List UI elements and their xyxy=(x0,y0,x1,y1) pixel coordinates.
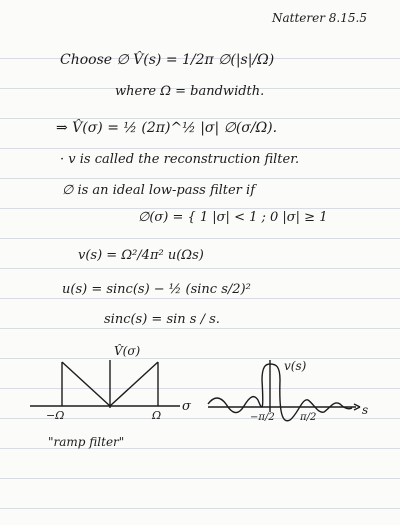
implies-line: ⇒ V̂(σ) = ½ (2π)^½ |σ| ∅(σ/Ω). xyxy=(56,120,278,136)
ramp-right-slope xyxy=(110,362,158,406)
tick-label-right: Ω xyxy=(152,409,162,422)
choose-line: Choose ∅ V̂(s) = 1/2π ∅(|s|/Ω) xyxy=(60,52,275,68)
ramp-filter-caption: "ramp filter" xyxy=(48,435,125,449)
kernel-tick-left: −π/2 xyxy=(250,412,275,423)
s-axis-label: s xyxy=(362,403,369,417)
kernel-plot-title: v(s) xyxy=(284,359,307,373)
sinc-def-line: sinc(s) = sin s / s. xyxy=(104,312,220,327)
v-def-line: v(s) = Ω²/4π² u(Ωs) xyxy=(78,248,204,263)
ramp-left-slope xyxy=(62,362,110,406)
page-header: Natterer 8.15.5 xyxy=(272,11,367,25)
kernel-tick-right: π/2 xyxy=(300,412,317,423)
phi-is-line: ∅ is an ideal low-pass filter if xyxy=(62,183,256,198)
kernel-curve xyxy=(208,364,352,421)
where-line: where Ω = bandwidth. xyxy=(115,84,265,99)
bullet-line: · v is called the reconstruction filter. xyxy=(60,152,300,167)
sigma-axis-label: σ xyxy=(182,399,191,414)
ramp-plot-title: V̂(σ) xyxy=(114,344,141,358)
phi-def-line: ∅(σ) = { 1 |σ| < 1 ; 0 |σ| ≥ 1 xyxy=(138,210,328,225)
u-def-line: u(s) = sinc(s) − ½ (sinc s/2)² xyxy=(62,282,251,297)
ramp-filter-plot xyxy=(30,360,180,408)
tick-label-left: −Ω xyxy=(46,409,65,422)
